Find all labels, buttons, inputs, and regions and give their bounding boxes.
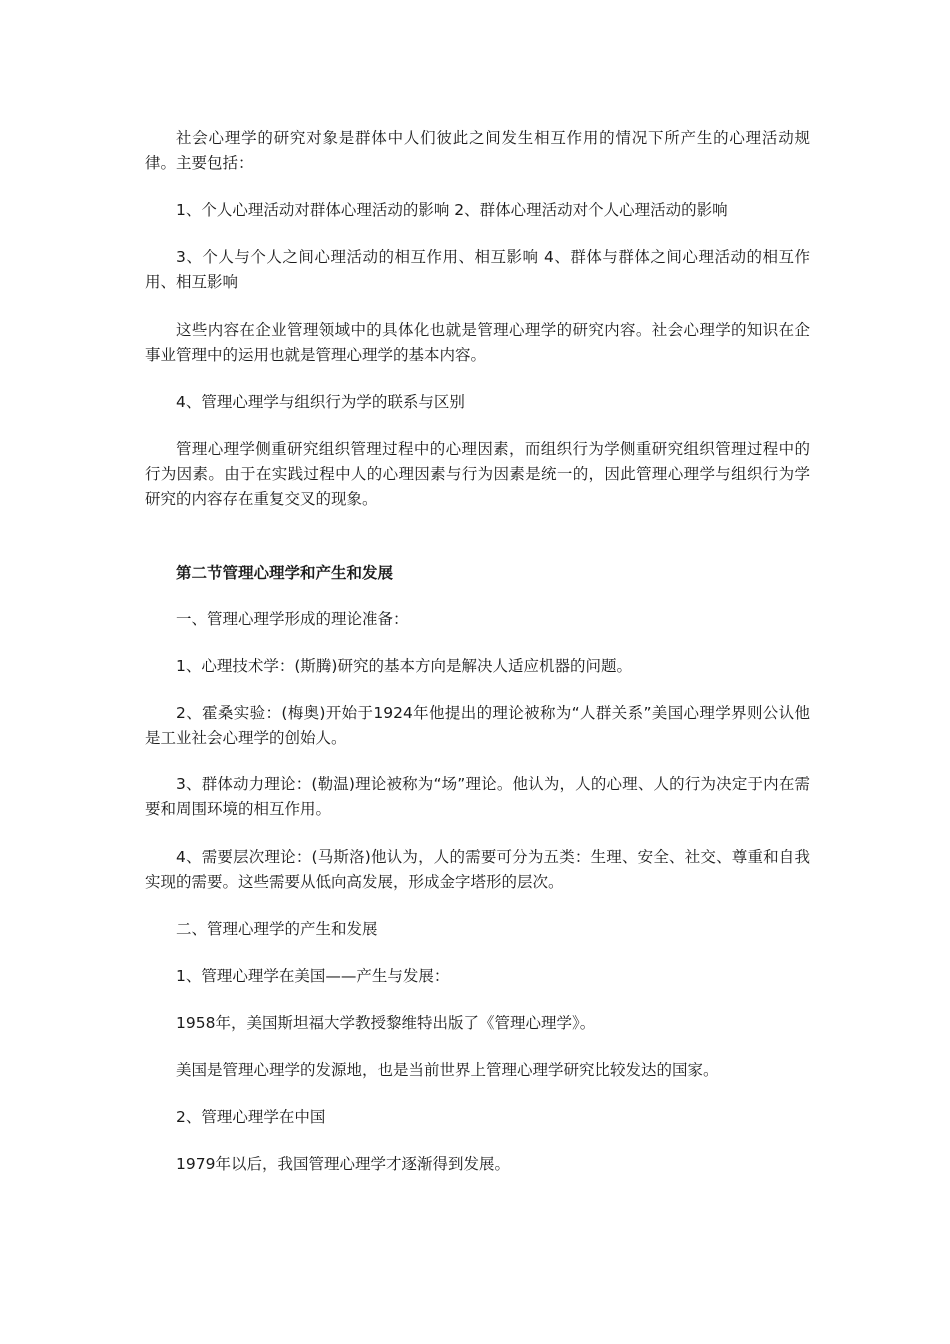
paragraph-theory-prep: 一、管理心理学形成的理论准备： xyxy=(176,610,409,628)
paragraph-1958: 1958年，美国斯坦福大学教授黎维特出版了《管理心理学》。 xyxy=(176,1014,596,1032)
paragraph-psychotechnics: 1、心理技术学：(斯腾)研究的基本方向是解决人适应机器的问题。 xyxy=(176,657,632,675)
paragraph-usa-origin: 美国是管理心理学的发源地，也是当前世界上管理心理学研究比较发达的国家。 xyxy=(176,1061,719,1079)
paragraph-usa-heading: 1、管理心理学在美国——产生与发展： xyxy=(176,967,450,985)
paragraph-origin-development: 二、管理心理学的产生和发展 xyxy=(176,920,378,938)
paragraph-content-summary: 这些内容在企业管理领域中的具体化也就是管理心理学的研究内容。社会心理学的知识在企事业管理中的运用也就是管理心理学的基本内容。 xyxy=(145,321,810,364)
paragraph-items-3-4: 3、个人与个人之间心理活动的相互作用、相互影响 4、群体与群体之间心理活动的相互作用、相互影响 xyxy=(145,248,810,291)
paragraph-relation-heading: 4、管理心理学与组织行为学的联系与区别 xyxy=(176,393,465,411)
paragraph-research-object: 社会心理学的研究对象是群体中人们彼此之间发生相互作用的情况下所产生的心理活动规律。主要包括： xyxy=(145,129,810,172)
paragraph-items-1-2: 1、个人心理活动对群体心理活动的影响 2、群体心理活动对个人心理活动的影响 xyxy=(176,201,728,219)
paragraph-relation-body: 管理心理学侧重研究组织管理过程中的心理因素，而组织行为学侧重研究组织管理过程中的行为因素。由于在实践过程中人的心理因素与行为因素是统一的，因此管理心理学与组织行为学研究的内容存在重复交叉的现象。 xyxy=(145,440,810,508)
paragraph-group-dynamics: 3、群体动力理论：(勒温)理论被称为“场”理论。他认为，人的心理、人的行为决定于内在需要和周围环境的相互作用。 xyxy=(145,775,810,818)
paragraph-needs-hierarchy: 4、需要层次理论：(马斯洛)他认为，人的需要可分为五类：生理、安全、社交、尊重和自我实现的需要。这些需要从低向高发展，形成金字塔形的层次。 xyxy=(145,848,810,891)
paragraph-hawthorne: 2、霍桑实验：(梅奥)开始于1924年他提出的理论被称为“人群关系”美国心理学界则公认他是工业社会心理学的创始人。 xyxy=(145,704,810,747)
paragraph-1979: 1979年以后，我国管理心理学才逐渐得到发展。 xyxy=(176,1155,510,1173)
paragraph-china-heading: 2、管理心理学在中国 xyxy=(176,1108,326,1126)
section-heading: 第二节管理心理学和产生和发展 xyxy=(176,564,394,582)
